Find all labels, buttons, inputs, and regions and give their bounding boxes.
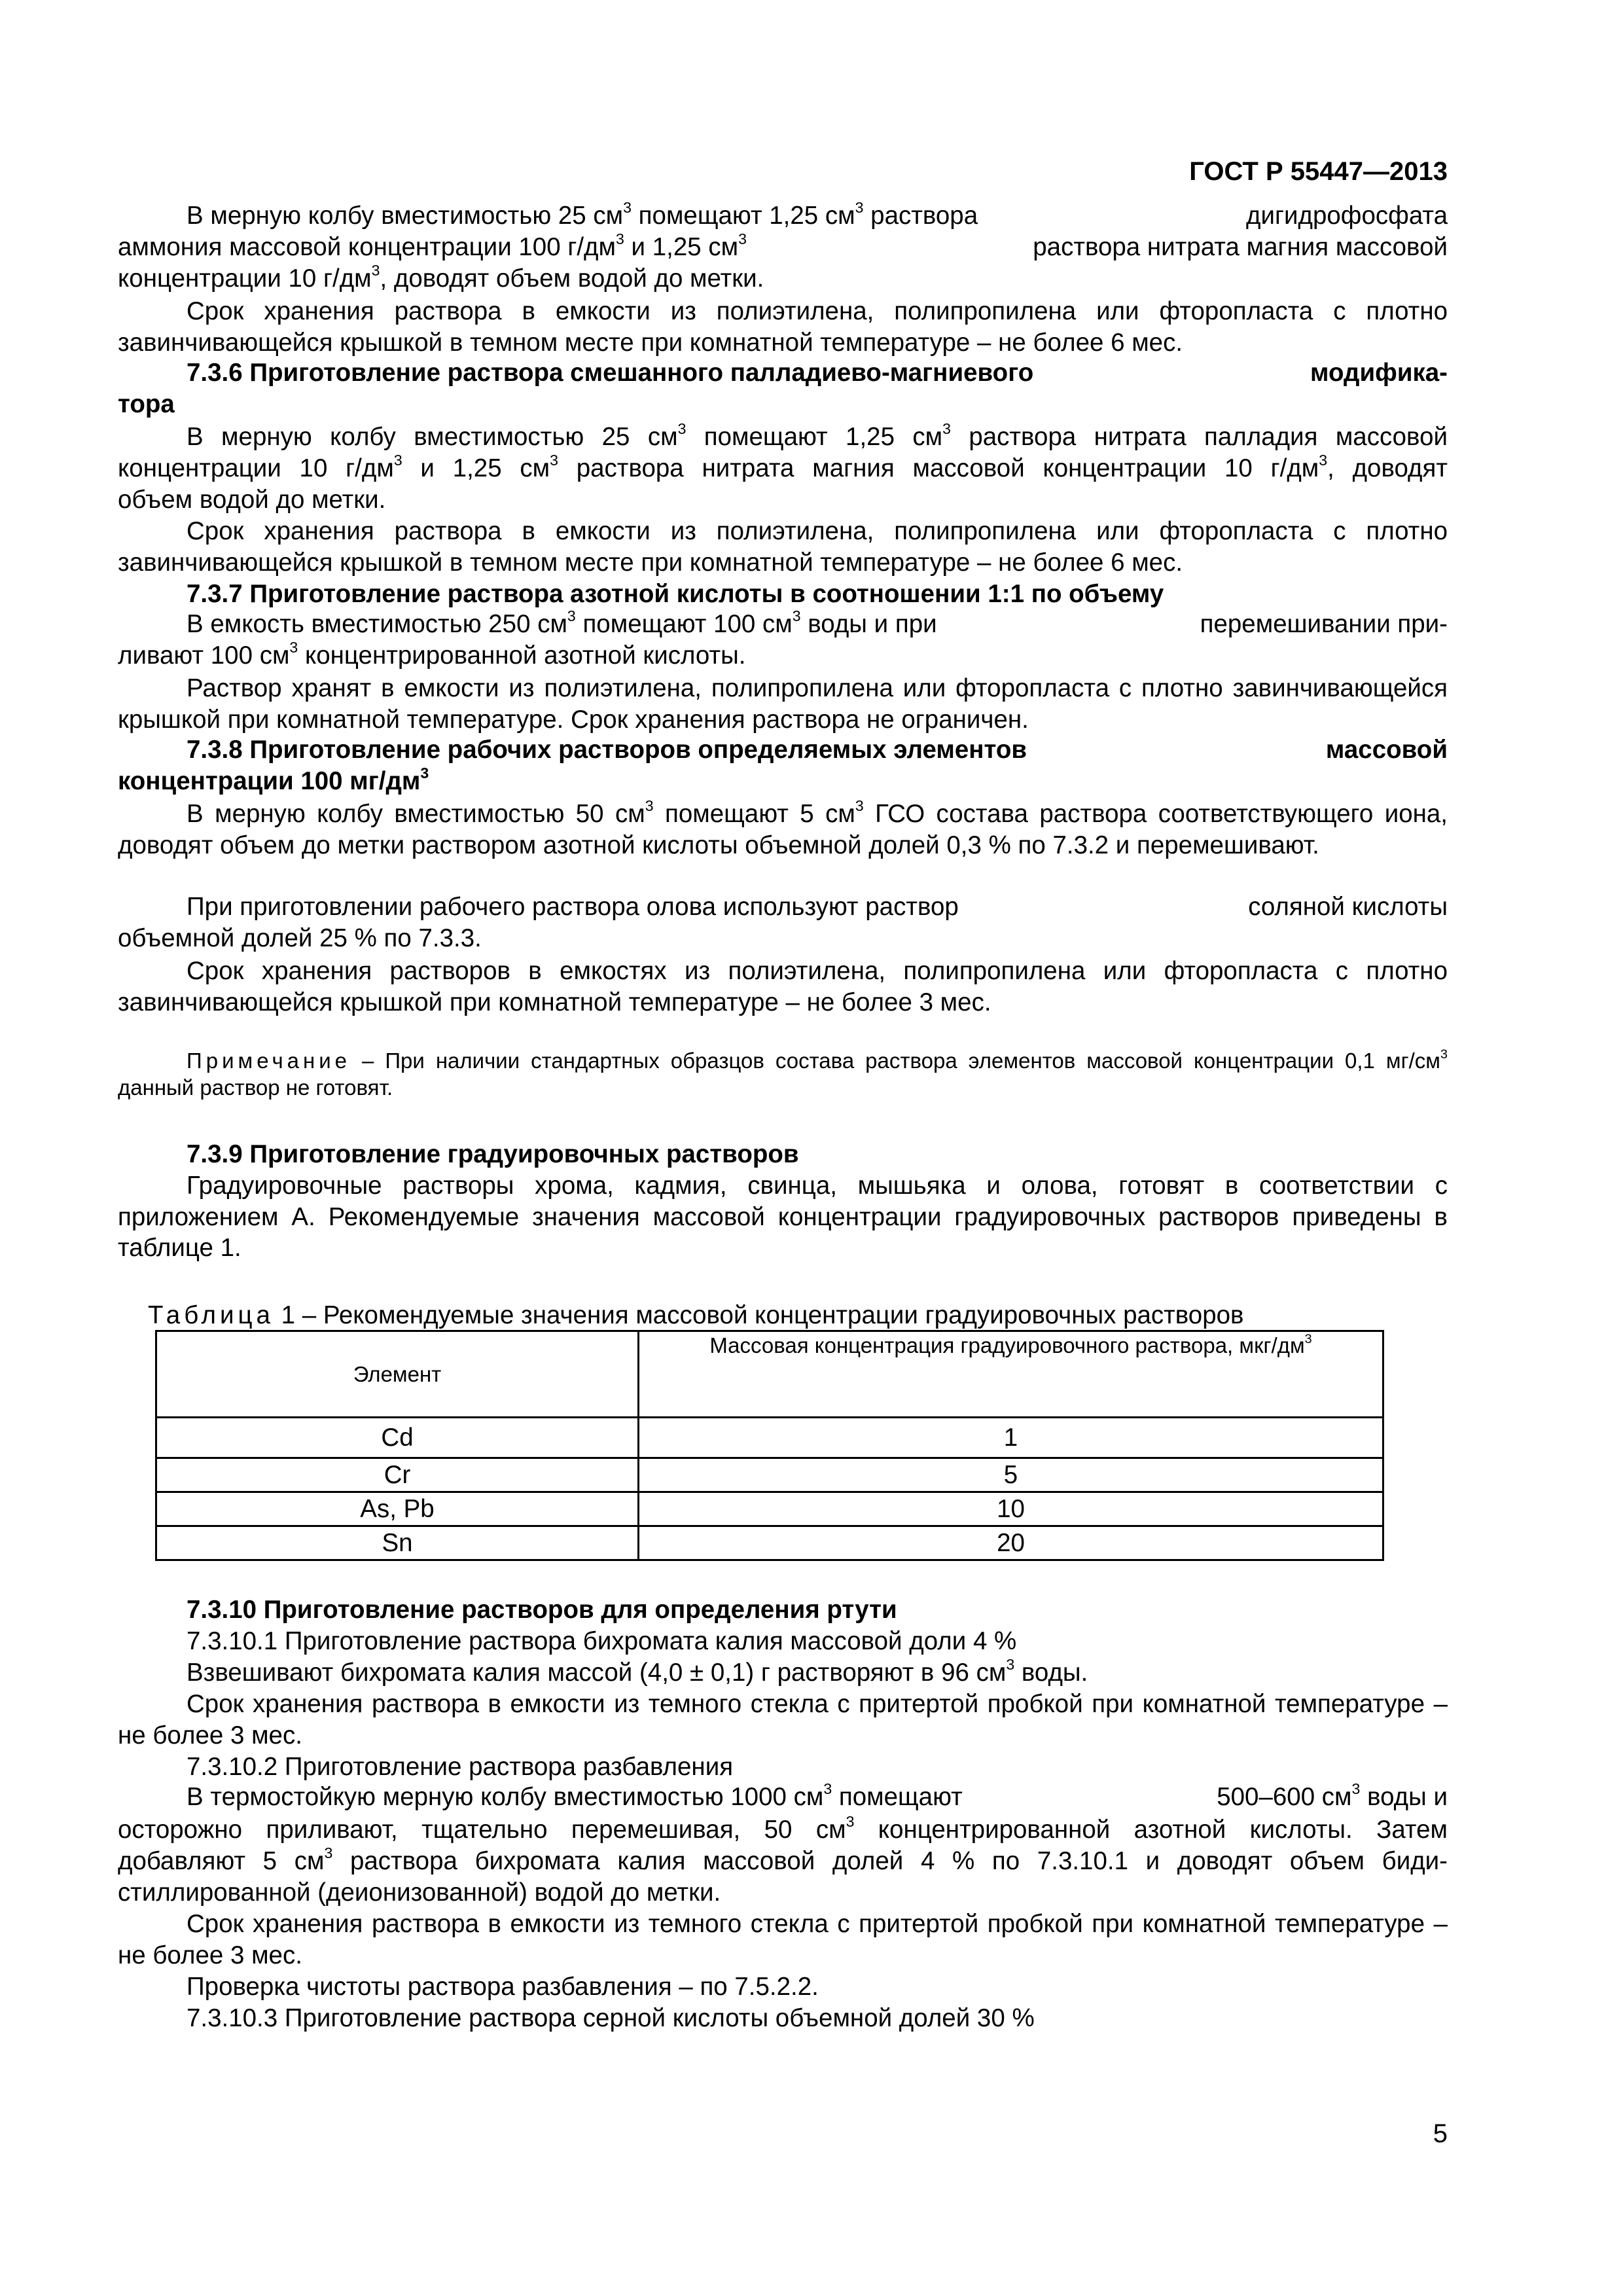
section-heading: 7.3.10 Приготовление растворов для определения ртути <box>187 1596 897 1624</box>
text-line: раствора нитрата магния массовой <box>1033 233 1448 261</box>
cell-element: Cd <box>156 1418 639 1458</box>
note-lead: Примечание <box>187 1049 351 1073</box>
table-header-row <box>156 1331 1383 1418</box>
paragraph: Срок хранения раствора в емкости из полиэтилена, полипропилена или фторопласта с плотно завинчивающейся крышкой в темном месте при комнатной температуре – не более 6 мес. <box>118 517 1448 577</box>
page-number: 5 <box>1433 2119 1448 2148</box>
text-line: осторожно приливают, тщательно перемешивая, 50 $см^3$ концентрированной азотной кислоты. Затем <box>118 1812 1448 1844</box>
text-line: объемной долей 25 % по 7.3.3. <box>118 924 482 952</box>
paragraph: Проверка чистоты раствора разбавления – по 7.5.2.2. <box>187 1973 819 2001</box>
table-row <box>156 1492 1383 1526</box>
cell-element: As, Pb <box>156 1492 639 1526</box>
text-line: концентрации 10 $г/дм^3$ и 1,25 $см^3$ раствора нитрата магния массовой концентрации 10 $г/дм^3$, доводят <box>118 451 1448 482</box>
table-1 <box>155 1330 1384 1561</box>
column-header-concentration: Массовая концентрация градуировочного раствора, мкг/$дм^3$ <box>639 1331 1383 1418</box>
text-line: ливают 100 $см^3$ концентрированной азотной кислоты. <box>118 638 746 670</box>
text-line: дигидрофосфата <box>1246 202 1448 230</box>
section-heading: 7.3.6 Приготовление раствора смешанного палладиево-магниевого <box>187 359 1034 387</box>
paragraph: Срок хранения раствора в емкости из темного стекла с притертой пробкой при комнатной температуре – не более 3 мес. <box>118 1910 1448 1969</box>
subsection-heading: 7.3.10.2 Приготовление раствора разбавления <box>187 1753 734 1781</box>
section-heading: 7.3.9 Приготовление градуировочных растворов <box>187 1140 799 1168</box>
cell-value: 20 <box>639 1526 1383 1560</box>
subsection-heading: 7.3.10.3 Приготовление раствора серной кислоты объемной долей 30 % <box>187 2004 1035 2032</box>
paragraph: В мерную колбу вместимостью 50 $см^3$ помещают 5 $см^3$ ГСО состава раствора соответствующего иона, доводят объем до метки раствором азотной кислоты объемной долей 0,3 % по 7.3.2 и перемешивают. <box>118 797 1448 859</box>
table-caption: Таблица 1 – Рекомендуемые значения массовой концентрации градуировочных растворов <box>148 1301 1244 1329</box>
paragraph: Раствор хранят в емкости из полиэтилена, полипропилена или фторопласта с плотно завинчивающейся крышкой при комнатной температуре. Срок хранения раствора не ограничен. <box>118 674 1448 734</box>
text-line: добавляют 5 $см^3$ раствора бихромата калия массовой долей 4 % по 7.3.10.1 и доводят объем биди- <box>118 1844 1448 1875</box>
paragraph: Срок хранения растворов в емкостях из полиэтилена, полипропилена или фторопласта с плотно завинчивающейся крышкой при комнатной температуре – не более 3 мес. <box>118 957 1448 1016</box>
table-row <box>156 1458 1383 1492</box>
cell-value: 10 <box>639 1492 1383 1526</box>
paragraph: Градуировочные растворы хрома, кадмия, свинца, мышьяка и олова, готовят в соответствии с приложением А. Рекомендуемые значения массовой концентрации градуировочных растворов приведены в таблице 1. <box>118 1172 1448 1262</box>
cell-element: Sn <box>156 1526 639 1560</box>
document-id: ГОСТ Р 55447—2013 <box>1189 157 1448 186</box>
text-line: стиллированной (деионизованной) водой до метки. <box>118 1878 721 1907</box>
cell-element: Cr <box>156 1458 639 1492</box>
note: Примечание – При наличии стандартных образцов состава раствора элементов массовой концентрации 0,1 $мг/см^3$ данный раствор не готовят. <box>118 1047 1448 1100</box>
cell-value: 5 <box>639 1458 1383 1492</box>
subsection-heading: 7.3.10.1 Приготовление раствора бихромата калия массовой доли 4 % <box>187 1627 1017 1655</box>
text-line: перемешивании при- <box>1200 610 1448 638</box>
paragraph: Срок хранения раствора в емкости из темного стекла с притертой пробкой при комнатной температуре – не более 3 мес. <box>118 1690 1448 1749</box>
text-line: В мерную колбу вместимостью 25 $см^3$ помещают 1,25 $см^3$ раствора нитрата палладия массовой <box>187 420 1448 451</box>
column-header-element: Элемент <box>156 1331 639 1418</box>
section-heading: концентрации 100 $мг/дм^3$ <box>118 764 429 795</box>
text-line: При приготовлении рабочего раствора олова используют раствор <box>187 893 959 921</box>
section-heading: массовой <box>1325 736 1448 764</box>
text-line: В термостойкую мерную колбу вместимостью 1000 $см^3$ помещают <box>187 1780 963 1811</box>
table-row <box>156 1526 1383 1560</box>
text-line: 500–600 $см^3$ воды и <box>1217 1780 1448 1811</box>
cell-value: 1 <box>639 1418 1383 1458</box>
text-line: объем водой до метки. <box>118 486 386 514</box>
table-row <box>156 1418 1383 1458</box>
section-heading: 7.3.7 Приготовление раствора азотной кислоты в соотношении 1:1 по объему <box>187 580 1164 608</box>
section-heading: модифика- <box>1310 359 1448 387</box>
section-heading: 7.3.8 Приготовление рабочих растворов определяемых элементов <box>187 736 1027 764</box>
section-heading: тора <box>118 390 175 418</box>
text-line: В емкость вместимостью 250 $см^3$ помещают 100 $см^3$ воды и при <box>187 607 937 638</box>
paragraph: Срок хранения раствора в емкости из полиэтилена, полипропилена или фторопласта с плотно завинчивающейся крышкой в темном месте при комнатной температуре – не более 6 мес. <box>118 297 1448 357</box>
text-line: концентрации 10 $г/дм^3$, доводят объем водой до метки. <box>118 261 764 293</box>
paragraph: Взвешивают бихромата калия массой (4,0 ± 0,1) г растворяют в 96 $см^3$ воды. <box>187 1655 1088 1687</box>
text-line: аммония массовой концентрации 100 $г/дм^3$ и 1,25 $см^3$ <box>118 230 747 261</box>
text-line: В мерную колбу вместимостью 25 $см^3$ помещают 1,25 $см^3$ раствора <box>187 198 978 230</box>
text-line: соляной кислоты <box>1248 893 1448 921</box>
